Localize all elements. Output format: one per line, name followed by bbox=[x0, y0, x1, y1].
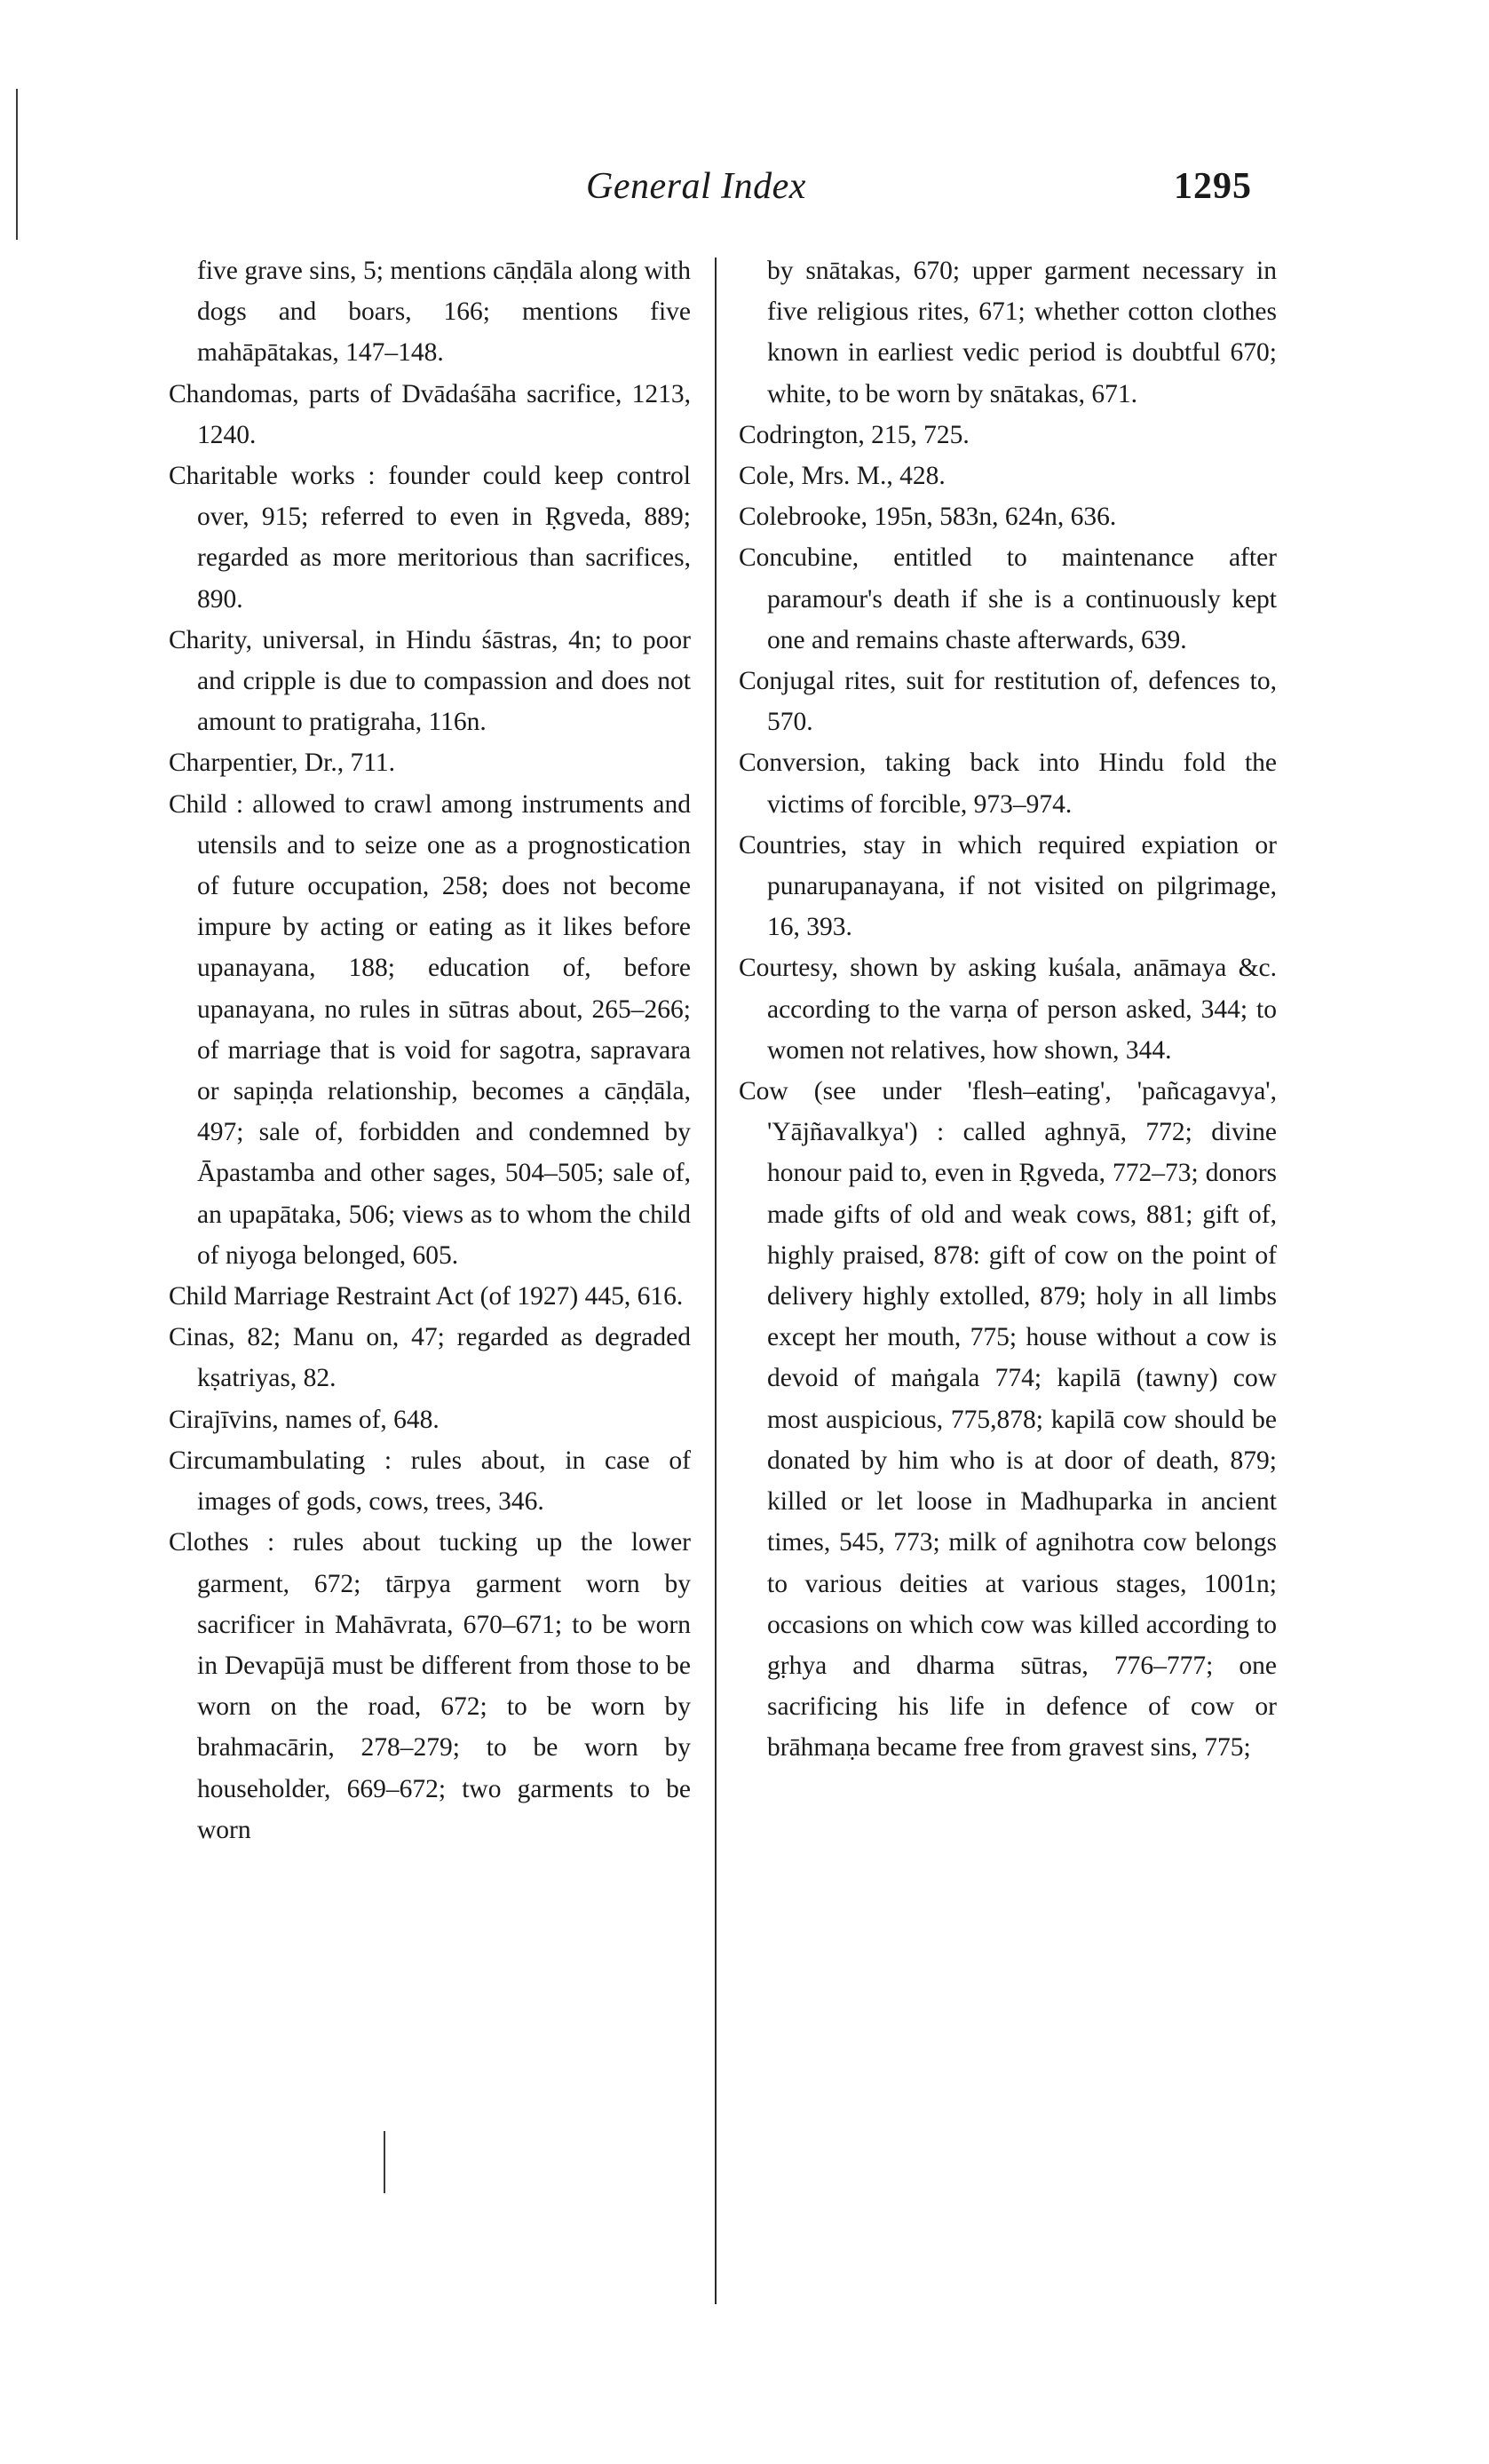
index-entry: Clothes : rules about tucking up the lower garment, 672; tārpya garment worn by sacrificer in Mahāvrata, 670–671; to be worn in Devapūjā must be different from those to be worn on the road, 672; to be worn by brahmacārin, 278–279; to be worn by householder, 669–672; two garments to be worn bbox=[169, 1528, 691, 1844]
index-entry: Cirajīvins, names of, 648. bbox=[169, 1405, 440, 1434]
index-entry: Cow (see under 'flesh–eating', 'pañcagavya', 'Yājñavalkya') : called aghnyā, 772; divine honour paid to, even in Ṛgveda, 772–73; donors made gifts of old and weak cows, 881; gift of, highly praised, 878: gift of cow on the point of delivery highly extolled, 879; holy in all limbs except her mouth, 775; house without a cow is devoid of maṅgala 774; kapilā (tawny) cow most auspicious, 775,878; kapilā cow should be donated by him who is at door of death, 879; killed or let loose in Madhuparka in ancient times, 545, 773; milk of agnihotra cow belongs to various deities at various stages, 1001n; occasions on which cow was killed according to gṛhya and dharma sūtras, 776–777; one sacrificing his life in defence of cow or brāhmaṇa became free from gravest sins, 775; bbox=[739, 1077, 1277, 1763]
index-entry: Circumambulating : rules about, in case of images of gods, cows, trees, 346. bbox=[169, 1446, 691, 1517]
index-entry: Charity, universal, in Hindu śāstras, 4n; to poor and cripple is due to compassion and does not amount to pratigraha, 116n. bbox=[169, 625, 691, 737]
index-entry: Chandomas, parts of Dvādaśāha sacrifice, 1213, 1240. bbox=[169, 379, 691, 449]
index-entry: Charpentier, Dr., 711. bbox=[169, 749, 395, 778]
index-entry: Conversion, taking back into Hindu fold the victims of forcible, 973–974. bbox=[739, 749, 1277, 819]
scan-edge-mark bbox=[16, 89, 18, 240]
index-entry: by snātakas, 670; upper garment necessary in five religious rites, 671; whether cotton clothes known in earliest vedic period is doubtful 670; white, to be worn by snātakas, 671. bbox=[767, 257, 1277, 408]
index-entry: Countries, stay in which required expiation or punarupanayana, if not visited on pilgrimage, 16, 393. bbox=[739, 830, 1277, 942]
index-entry: Codrington, 215, 725. bbox=[739, 420, 970, 449]
page-number: 1295 bbox=[1174, 166, 1252, 207]
scan-edge-mark bbox=[384, 2131, 385, 2193]
index-entry: Conjugal rites, suit for restitution of, defences to, 570. bbox=[739, 667, 1277, 737]
index-entry: Child Marriage Restraint Act (of 1927) 445, 616. bbox=[169, 1282, 684, 1311]
index-entry: Charitable works : founder could keep control over, 915; referred to even in Ṛgveda, 889; regarded as more meritorious than sacrifices, 890. bbox=[169, 462, 691, 614]
right-index-column bbox=[739, 250, 1277, 1769]
left-index-column bbox=[169, 250, 691, 1850]
column-divider bbox=[715, 257, 717, 2304]
index-entry: Cinas, 82; Manu on, 47; regarded as degraded kṣatriyas, 82. bbox=[169, 1323, 691, 1393]
index-entry: Concubine, entitled to maintenance after paramour's death if she is a continuously kept one and remains chaste afterwards, 639. bbox=[739, 543, 1277, 654]
index-entry: Child : allowed to crawl among instruments and utensils and to seize one as a prognostication of future occupation, 258; does not become impure by acting or eating as it likes before upanayana, 188; education of, before upanayana, no rules in sūtras about, 265–266; of marriage that is void for sagotra, sapravara or sapiṇḍa relationship, becomes a cāṇḍāla, 497; sale of, forbidden and condemned by Āpastamba and other sages, 504–505; sale of, an upapātaka, 506; views as to whom the child of niyoga belonged, 605. bbox=[169, 789, 691, 1270]
index-entry: Cole, Mrs. M., 428. bbox=[739, 462, 946, 491]
index-entry: five grave sins, 5; mentions cāṇḍāla along with dogs and boars, 166; mentions five mahāpātakas, 147–148. bbox=[197, 257, 691, 368]
index-entry: Colebrooke, 195n, 583n, 624n, 636. bbox=[739, 503, 1117, 532]
index-entry: Courtesy, shown by asking kuśala, anāmaya &c. according to the varṇa of person asked, 344; to women not relatives, how shown, 344. bbox=[739, 954, 1277, 1065]
page-header bbox=[586, 165, 1252, 218]
running-title: General Index bbox=[586, 166, 806, 207]
